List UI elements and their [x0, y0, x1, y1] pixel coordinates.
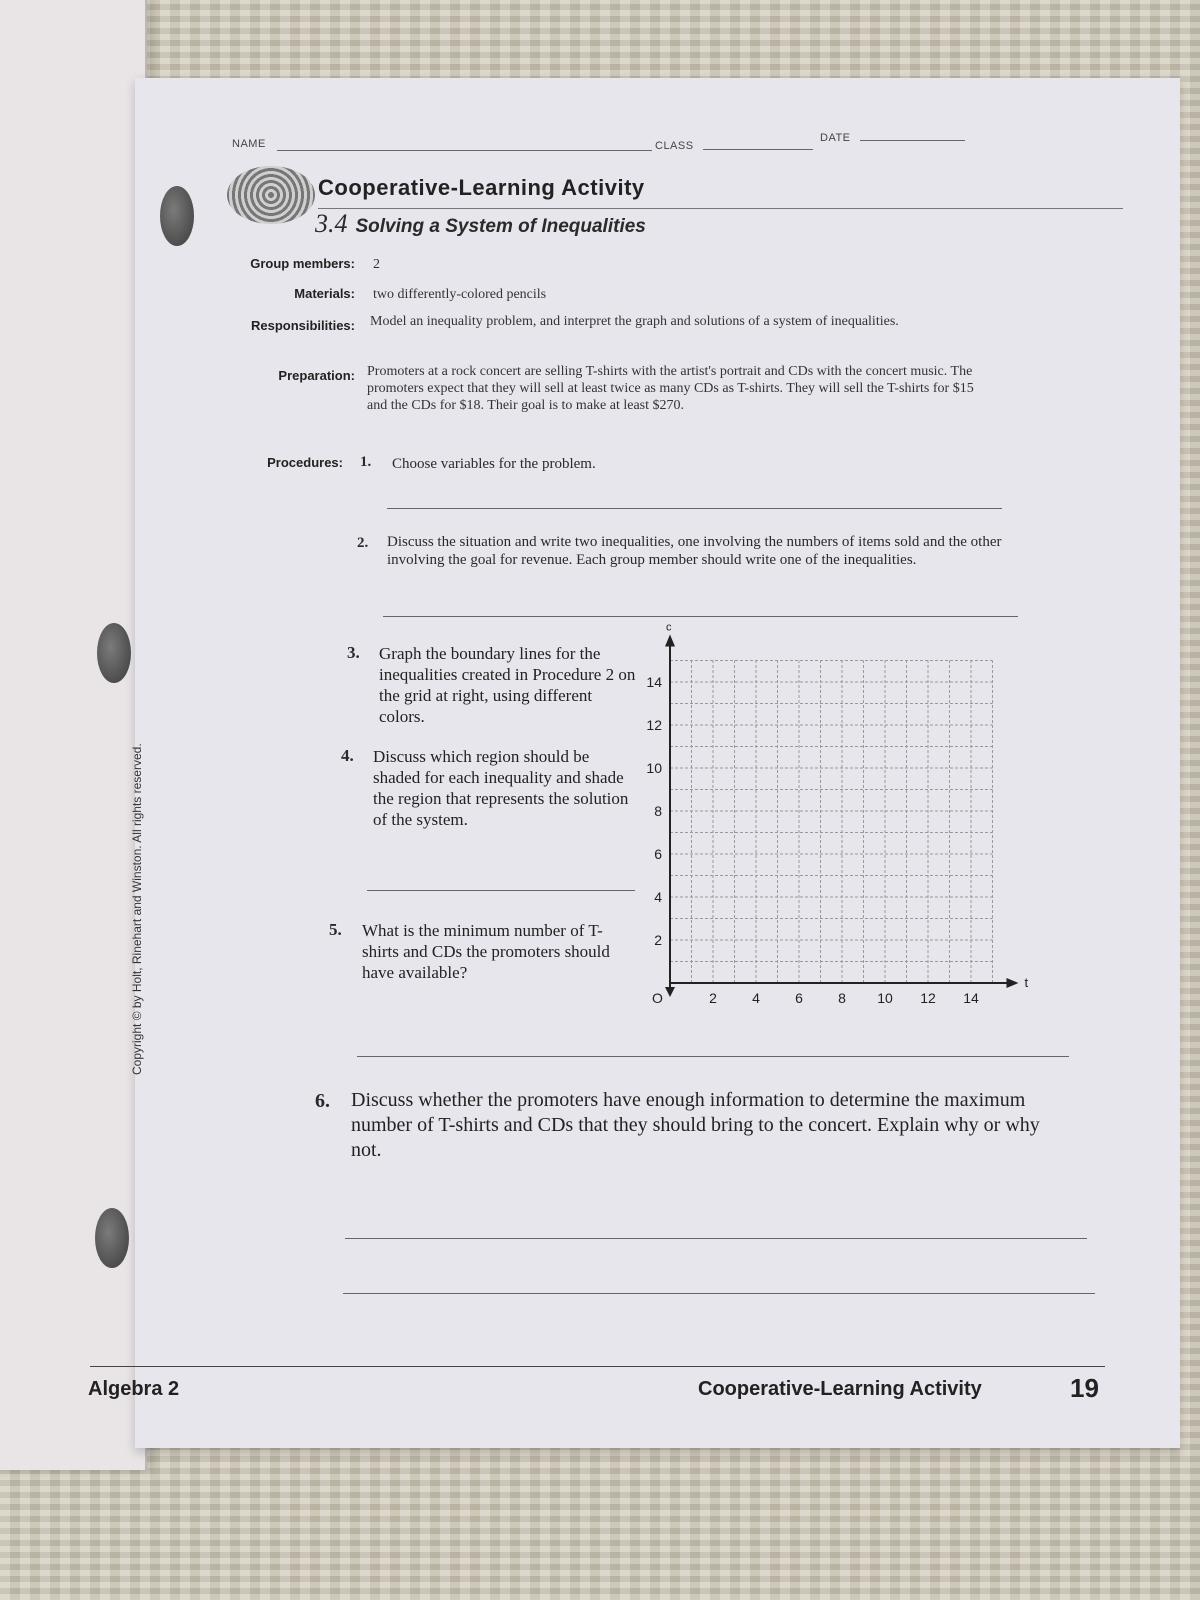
footer-section-title: Cooperative-Learning Activity	[698, 1378, 982, 1400]
x-tick-label: 8	[838, 990, 846, 1006]
procedures-label: Procedures:	[267, 455, 343, 470]
procedure-5-number: 5.	[329, 920, 342, 939]
name-label: NAME	[232, 138, 266, 150]
preparation-label: Preparation:	[278, 368, 355, 383]
responsibilities-label: Responsibilities:	[250, 318, 355, 333]
x-axis-label: t	[1024, 975, 1029, 990]
page-title: Cooperative-Learning Activity	[318, 175, 645, 200]
y-tick-label: 2	[654, 932, 662, 948]
x-axis-arrow-icon	[1007, 978, 1019, 988]
procedure-6-answer-line-2[interactable]	[343, 1293, 1095, 1294]
group-members-label: Group members:	[250, 256, 355, 271]
x-tick-label: 4	[752, 990, 760, 1006]
binder-hole-middle	[97, 623, 131, 683]
y-tick-label: 4	[654, 889, 662, 905]
page-number: 19	[1070, 1373, 1099, 1403]
x-tick-label: 6	[795, 990, 803, 1006]
copyright-notice: Copyright © by Holt, Rinehart and Winston. All rights reserved.	[130, 743, 144, 1075]
x-tick-label: 14	[963, 990, 979, 1006]
tick-labels	[646, 622, 1028, 1007]
procedure-1-number: 1.	[360, 454, 372, 470]
procedure-2-number: 2.	[357, 535, 369, 551]
y-tick-label: 12	[646, 717, 662, 733]
footer-book-title: Algebra 2	[88, 1378, 180, 1400]
procedure-4-number: 4.	[341, 746, 354, 765]
lesson-number: 3.4	[315, 209, 348, 238]
y-axis-arrow-icon	[665, 635, 675, 647]
activity-logo-icon	[227, 166, 315, 224]
x-tick-label: 2	[709, 990, 717, 1006]
x-tick-label: 12	[920, 990, 936, 1006]
y-tick-label: 8	[654, 803, 662, 819]
y-axis-down-arrow-icon	[665, 987, 675, 997]
grid-lines	[670, 661, 993, 984]
procedure-1-text: Choose variables for the problem.	[392, 456, 596, 472]
procedure-4-answer-line[interactable]	[367, 890, 635, 891]
coordinate-grid[interactable]	[630, 621, 1065, 1023]
procedure-2-answer-line[interactable]	[383, 616, 1018, 617]
y-tick-label: 10	[646, 760, 662, 776]
procedure-5-answer-line[interactable]	[357, 1056, 1069, 1057]
procedure-3-text: Graph the boundary lines for the inequalities created in Procedure 2 on the grid at right, using different colors.	[379, 644, 636, 726]
procedure-6-text: Discuss whether the promoters have enough information to determine the maximum number of T-shirts and CDs that they should bring to the concert. Explain why or why not.	[351, 1089, 1040, 1161]
worksheet-page	[88, 78, 1180, 1448]
group-members-value: 2	[373, 257, 380, 272]
class-label: CLASS	[655, 140, 694, 152]
materials-label: Materials:	[294, 286, 355, 301]
lesson-heading	[315, 209, 646, 239]
procedure-1-answer-line[interactable]	[387, 508, 1002, 509]
class-field[interactable]	[703, 149, 813, 150]
binder-hole-top	[160, 186, 194, 246]
footer-divider	[90, 1366, 1105, 1367]
materials-value: two differently-colored pencils	[373, 287, 547, 302]
preparation-value: Promoters at a rock concert are selling T-shirts with the artist's portrait and CDs with the concert music. The promoters expect that they will sell at least twice as many CDs as T-shirts. They will sell the T-shirts for $15 and the CDs for $18. Their goal is to make at least $270.	[367, 364, 974, 413]
date-label: DATE	[820, 132, 851, 144]
y-tick-label: 6	[654, 846, 662, 862]
binder-hole-bottom	[95, 1208, 129, 1268]
procedure-3-number: 3.	[347, 643, 360, 662]
procedure-6-number: 6.	[315, 1090, 330, 1112]
y-tick-label: 14	[646, 674, 662, 690]
responsibilities-value: Model an inequality problem, and interpret the graph and solutions of a system of inequalities.	[370, 314, 899, 329]
origin-label: O	[652, 990, 663, 1006]
y-axis-label: c	[666, 621, 672, 634]
procedure-4-text: Discuss which region should be shaded for each inequality and shade the region that represents the solution of the system.	[373, 747, 629, 829]
procedure-6-answer-line-1[interactable]	[345, 1238, 1087, 1239]
procedure-5-text: What is the minimum number of T-shirts and CDs the promoters should have available?	[362, 921, 610, 982]
name-field[interactable]	[277, 150, 652, 151]
procedure-2-text: Discuss the situation and write two inequalities, one involving the numbers of items sold and the other involving the goal for revenue. Each group member should write one of the inequalities.	[387, 534, 1002, 568]
lesson-title: Solving a System of Inequalities	[355, 216, 646, 237]
x-tick-label: 10	[877, 990, 893, 1006]
date-field[interactable]	[860, 140, 965, 141]
